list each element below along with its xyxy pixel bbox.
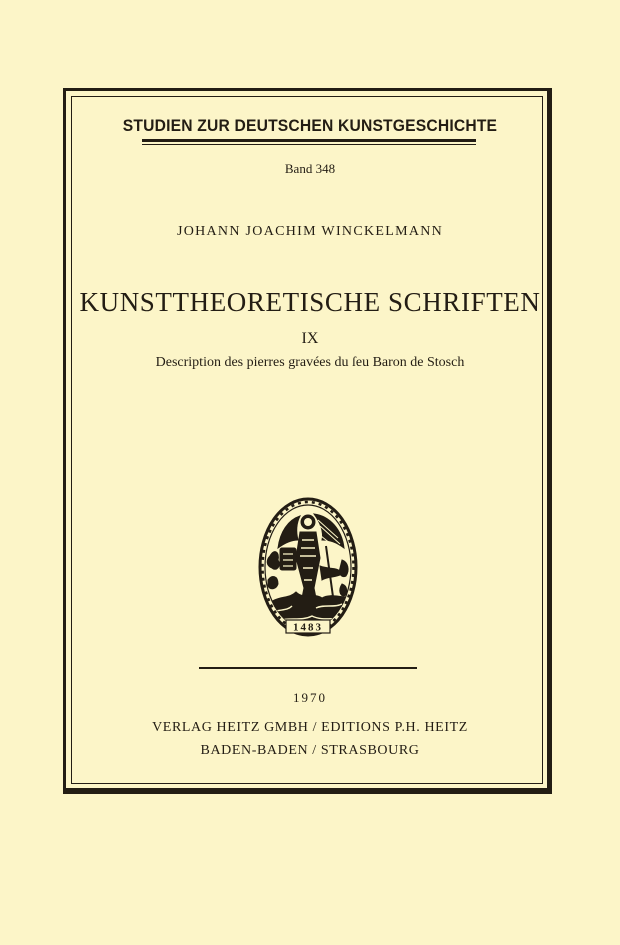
series-rule-thin <box>142 144 476 145</box>
series-title: STUDIEN ZUR DEUTSCHEN KUNSTGESCHICHTE <box>122 116 498 135</box>
seal-year: 1483 <box>293 621 323 634</box>
separator-rule <box>199 667 417 669</box>
book-title: KUNSTTHEORETISCHE SCHRIFTEN <box>79 287 541 317</box>
page-border-inner <box>71 96 543 784</box>
page-border-outer <box>63 88 552 794</box>
publisher-name: VERLAG HEITZ GMBH / EDITIONS P.H. HEITZ <box>152 720 468 735</box>
book-subtitle: Description des pierres gravées du ſeu Baron de Stosch <box>155 355 465 370</box>
printer-mark-icon <box>256 496 360 642</box>
publisher-place: BADEN-BADEN / STRASBOURG <box>200 743 420 758</box>
publication-year: 1970 <box>293 690 327 705</box>
volume-number: IX <box>301 330 319 347</box>
author-name: JOHANN JOACHIM WINCKELMANN <box>176 224 444 239</box>
series-rule-thick <box>142 139 476 142</box>
band-number: Band 348 <box>284 161 336 176</box>
